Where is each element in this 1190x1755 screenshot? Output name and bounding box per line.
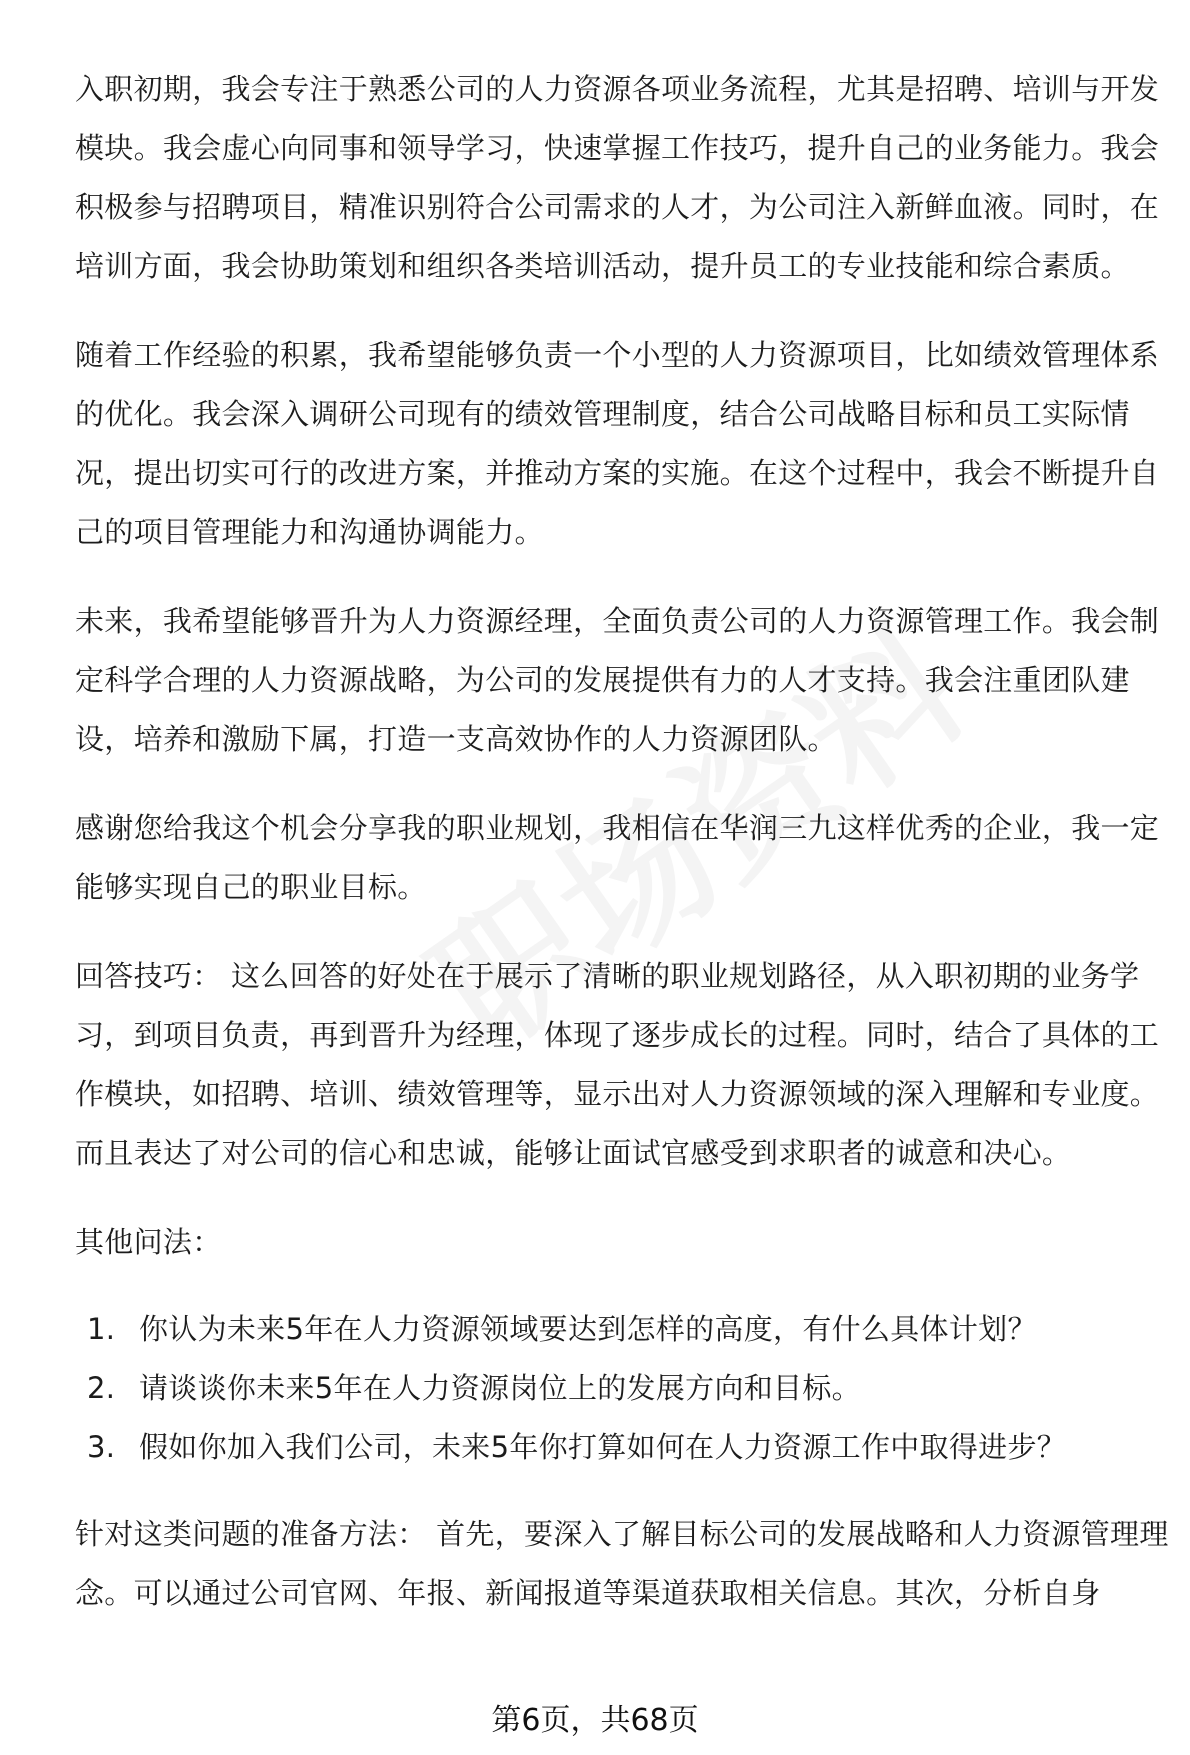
list-item-number: 1. (87, 1312, 116, 1346)
list-item-text: 你认为未来5年在人力资源领域要达到怎样的高度，有什么具体计划？ (139, 1312, 1037, 1346)
list-item-text: 请谈谈你未来5年在人力资源岗位上的发展方向和目标。 (139, 1371, 861, 1405)
list-item-text: 假如你加入我们公司，未来5年你打算如何在人力资源工作中取得进步？ (139, 1430, 1067, 1464)
paragraph-future-goal: 未来，我希望能够晋升为人力资源经理，全面负责公司的人力资源管理工作。我会制定科学合理的人力资源战略，为公司的发展提供有力的人才支持。我会注重团队建设，培养和激励下属，打造一支高效协作的人力资源团队。 (75, 604, 1160, 756)
paragraph-answer-tips: 回答技巧： 这么回答的好处在于展示了清晰的职业规划路径，从入职初期的业务学习，到项目负责，再到晋升为经理，体现了逐步成长的过程。同时，结合了具体的工作模块，如招聘、培训、绩效管理等，显示出对人力资源领域的深入理解和专业度。而且表达了对公司的信心和忠诚，能够让面试官感受到求职者的诚意和决心。 (75, 959, 1160, 1170)
paragraph-mid-career: 随着工作经验的积累，我希望能够负责一个小型的人力资源项目，比如绩效管理体系的优化。我会深入调研公司现有的绩效管理制度，结合公司战略目标和员工实际情况，提出切实可行的改进方案，并推动方案的实施。在这个过程中，我会不断提升自己的项目管理能力和沟通协调能力。 (75, 338, 1160, 549)
list-item (87, 1300, 1175, 1359)
list-item (87, 1359, 1175, 1418)
list-item-number: 2. (87, 1371, 116, 1405)
paragraph-other-questions-heading: 其他问法： (75, 1225, 222, 1259)
other-questions-list (75, 1300, 1175, 1477)
paragraph-thanks: 感谢您给我这个机会分享我的职业规划，我相信在华润三九这样优秀的企业，我一定能够实现自己的职业目标。 (75, 811, 1160, 904)
document-body (75, 60, 1175, 1653)
page-number-footer: 第6页，共68页 (491, 1703, 699, 1738)
paragraph-preparation-method: 针对这类问题的准备方法： 首先，要深入了解目标公司的发展战略和人力资源管理理念。可以通过公司官网、年报、新闻报道等渠道获取相关信息。其次，分析自身 (75, 1517, 1169, 1610)
list-item (87, 1418, 1175, 1477)
paragraph-early-career: 入职初期，我会专注于熟悉公司的人力资源各项业务流程，尤其是招聘、培训与开发模块。我会虚心向同事和领导学习，快速掌握工作技巧，提升自己的业务能力。我会积极参与招聘项目，精准识别符合公司需求的人才，为公司注入新鲜血液。同时，在培训方面，我会协助策划和组织各类培训活动，提升员工的专业技能和综合素质。 (75, 72, 1160, 283)
list-item-number: 3. (87, 1430, 116, 1464)
